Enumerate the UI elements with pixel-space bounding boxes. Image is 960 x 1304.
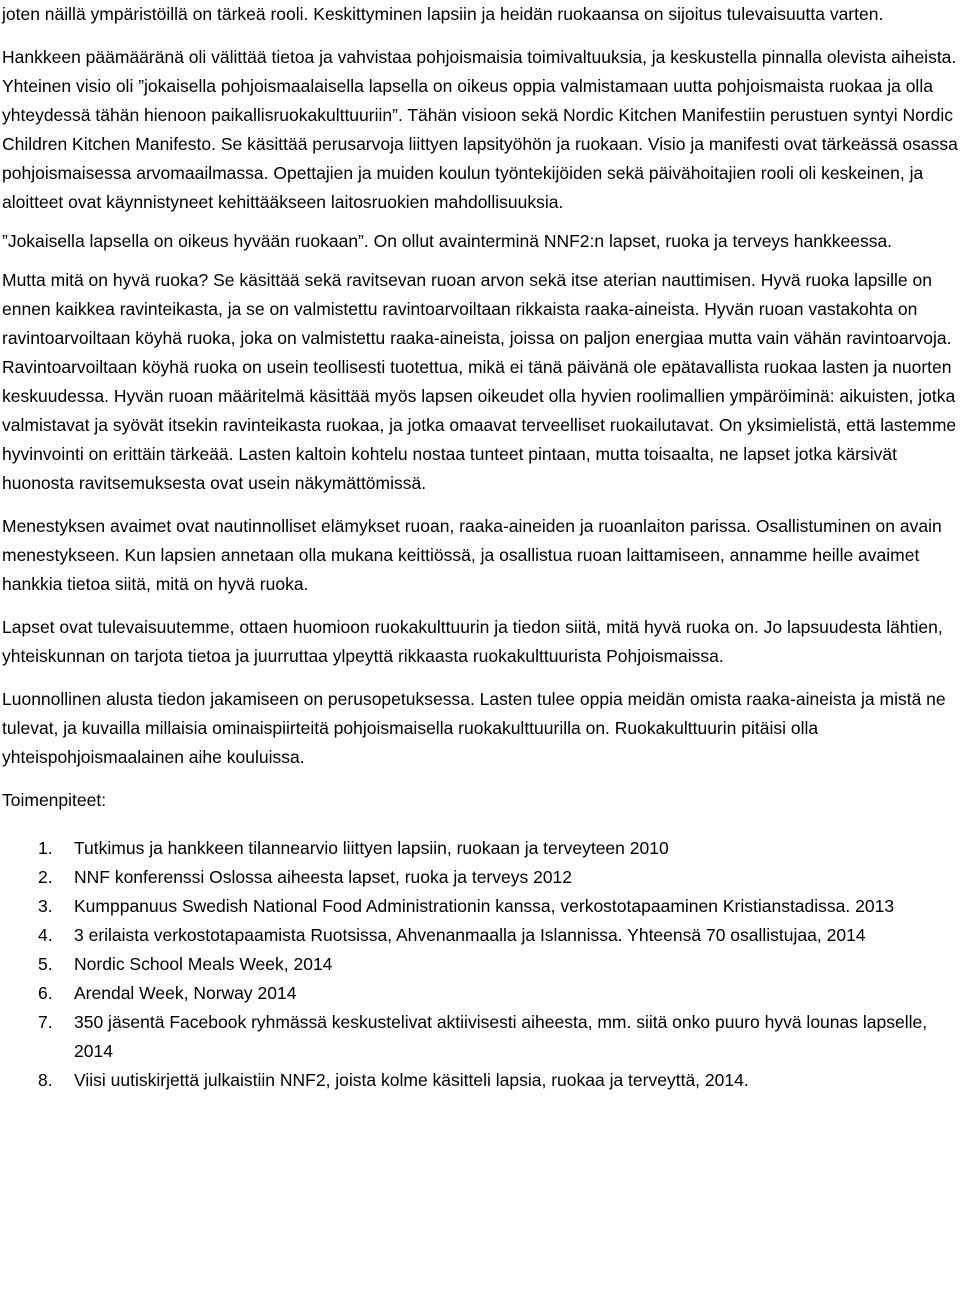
list-item [2,950,958,979]
list-item [2,1008,958,1066]
list-item-number: 1. [38,838,53,858]
actions-heading: Toimenpiteet: [2,790,107,810]
list-item [2,921,958,950]
list-item [2,863,958,892]
list-item-text: NNF konferenssi Oslossa aiheesta lapset, ruoka ja terveys 2012 [74,867,573,887]
paragraph-success-keys: Menestyksen avaimet ovat nautinnolliset elämykset ruoan, raaka-aineiden ja ruoanlaiton parissa. Osallistuminen on avain menestykseen. Kun lapsien annetaan olla mukana keittiössä, ja osallistua ruoan laittamiseen, annamme heille avaimet hankkia tietoa siitä, mitä on hyvä ruoka. [2,516,942,594]
list-item-text: 350 jäsentä Facebook ryhmässä keskustelivat aktiivisesti aiheesta, mm. siitä onko puuro hyvä lounas lapselle, 2014 [74,1012,928,1061]
list-item [2,892,958,921]
list-item-text: Arendal Week, Norway 2014 [74,983,297,1003]
paragraph-children-future: Lapset ovat tulevaisuutemme, ottaen huomioon ruokakulttuurin ja tiedon siitä, mitä hyvä ruoka on. Jo lapsuudesta lähtien, yhteiskunnan on tarjota tietoa ja juurruttaa ylpeyttä rikkaasta ruokakulttuurista Pohjoismaissa. [2,617,943,666]
list-item-number: 5. [38,954,53,974]
document-page [2,0,958,1095]
list-item-text: 3 erilaista verkostotapaamista Ruotsissa, Ahvenanmaalla ja Islannissa. Yhteensä 70 osallistujaa, 2014 [74,925,866,945]
list-item-text: Viisi uutiskirjettä julkaistiin NNF2, joista kolme käsitteli lapsia, ruokaa ja terveyttä, 2014. [74,1070,749,1090]
list-item-number: 8. [38,1070,53,1090]
paragraph-basic-education: Luonnollinen alusta tiedon jakamiseen on perusopetuksessa. Lasten tulee oppia meidän omista raaka-aineista ja mistä ne tulevat, ja kuvailla millaisia ominaispiirteitä pohjoismaisella ruokakulttuurilla on. Ruokakulttuurin pitäisi olla yhteispohjoismaalainen aihe kouluissa. [2,689,946,767]
actions-list [2,834,958,1095]
list-item-number: 4. [38,925,53,945]
list-item-number: 6. [38,983,53,1003]
list-item [2,979,958,1008]
list-item-number: 2. [38,867,53,887]
paragraph-good-food: Mutta mitä on hyvä ruoka? Se käsittää sekä ravitsevan ruoan arvon sekä itse aterian nauttimisen. Hyvä ruoka lapsille on ennen kaikkea ravinteikasta, ja se on valmistettu ravintoarvoiltaan rikkaista raaka-aineista. Hyvän ruoan vastakohta on ravintoarvoiltaan köyhä ruoka, joka on valmistettu raaka-aineista, joissa on paljon energiaa mutta vain vähän ravintoarvoja. Ravintoarvoiltaan köyhä ruoka on usein teollisesti tuotettua, mikä ei tänä päivänä ole epätavallista ruokaa lasten ja nuorten keskuudessa. Hyvän ruoan määritelmä käsittää myös lapsen oikeudet olla hyvien roolimallien ympäröiminä: aikuisten, jotka valmistavat ja syövät itsekin ravinteikasta ruokaa, ja jotka omaavat terveelliset ruokailutavat. On yksimielistä, että lastemme hyvinvointi on erittäin tärkeää. Lasten kaltoin kohtelu nostaa tunteet pintaan, mutta toisaalta, ne lapset jotka kärsivät huonosta ravitsemuksesta ovat usein näkymättömissä. [2,270,957,493]
paragraph-intro-continuation: joten näillä ympäristöillä on tärkeä rooli. Keskittyminen lapsiin ja heidän ruokaansa on sijoitus tulevaisuutta varten. [2,4,884,24]
list-item-number: 7. [38,1012,53,1032]
list-item-number: 3. [38,896,53,916]
paragraph-key-term: ”Jokaisella lapsella on oikeus hyvään ruokaan”. On ollut avainterminä NNF2:n lapset, ruoka ja terveys hankkeessa. [2,231,893,251]
list-item-text: Tutkimus ja hankkeen tilannearvio liittyen lapsiin, ruokaan ja terveyteen 2010 [74,838,669,858]
list-item-text: Kumppanuus Swedish National Food Administrationin kanssa, verkostotapaaminen Kristianstadissa. 2013 [74,896,895,916]
list-item-text: Nordic School Meals Week, 2014 [74,954,333,974]
paragraph-project-goal: Hankkeen päämääränä oli välittää tietoa ja vahvistaa pohjoismaisia toimivaltuuksia, ja keskustella pinnalla olevista aiheista. Yhteinen visio oli ”jokaisella pohjoismaalaisella lapsella on oikeus oppia valmistamaan uutta pohjoismaista ruokaa ja olla yhteydessä tähän hienoon paikallisruokakulttuuriin”. Tähän visioon sekä Nordic Kitchen Manifestiin perustuen syntyi Nordic Children Kitchen Manifesto. Se käsittää perusarvoja liittyen lapsityöhön ja ruokaan. Visio ja manifesti ovat tärkeässä osassa pohjoismaisessa arvomaailmassa. Opettajien ja muiden koulun työntekijöiden sekä päivähoitajien rooli oli keskeinen, ja aloitteet ovat käynnistyneet kehittääkseen laitosruokien mahdollisuuksia. [2,47,958,212]
list-item [2,1066,958,1095]
list-item [2,834,958,863]
